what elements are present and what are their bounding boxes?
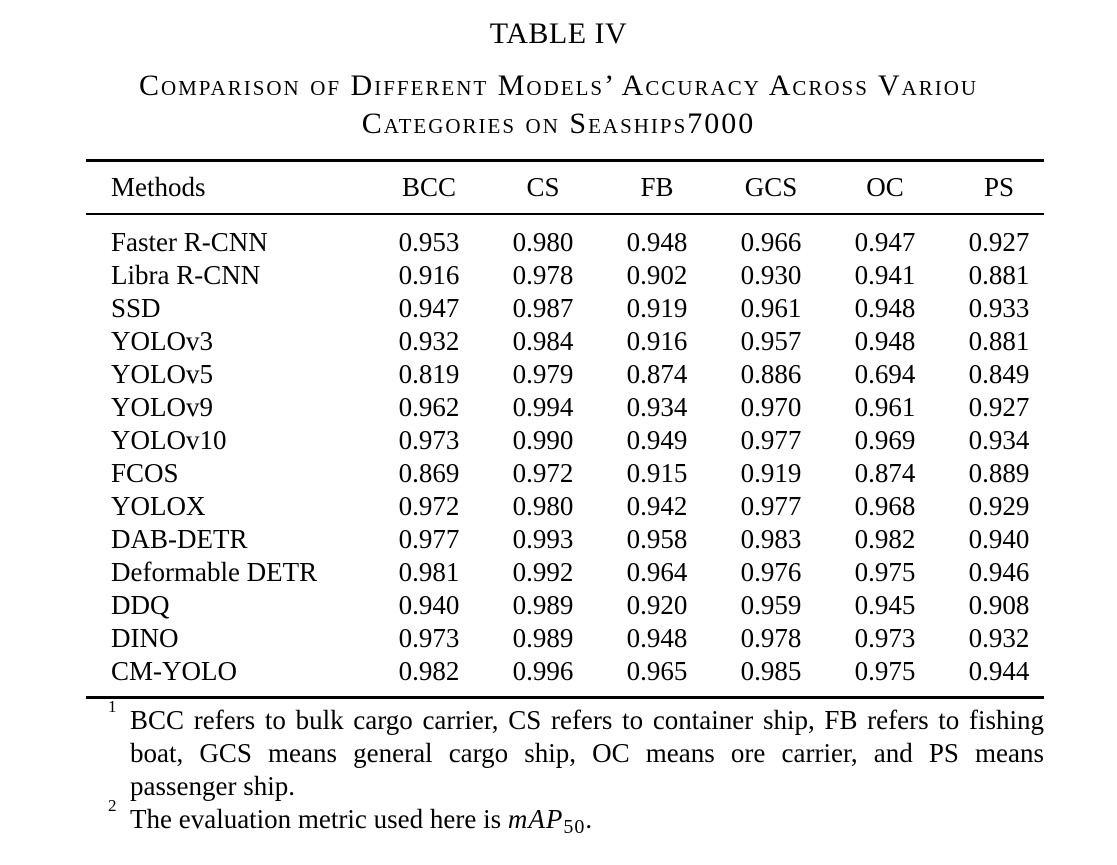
table-row (86, 655, 1056, 688)
value-cs: 0.993 (512, 524, 574, 554)
header-oc: OC (866, 172, 904, 202)
value-bcc: 0.981 (398, 557, 460, 587)
top-rule (86, 159, 1044, 162)
value-oc: 0.961 (854, 392, 916, 422)
value-oc: 0.694 (854, 359, 916, 389)
value-gcs: 0.886 (740, 359, 802, 389)
value-gcs: 0.970 (740, 392, 802, 422)
value-cs: 0.972 (512, 458, 574, 488)
header-gcs: GCS (744, 172, 798, 202)
value-gcs: 0.977 (740, 425, 802, 455)
footnote-text: The evaluation metric used here is (130, 804, 508, 834)
value-cs: 0.978 (512, 260, 574, 290)
value-bcc: 0.973 (398, 623, 460, 653)
method-name: Deformable DETR (111, 557, 318, 587)
table-row (86, 259, 1056, 292)
table-row (86, 490, 1056, 523)
value-cs: 0.989 (512, 623, 574, 653)
header-ps: PS (983, 172, 1015, 202)
value-bcc: 0.973 (398, 425, 460, 455)
table-row (86, 457, 1056, 490)
value-fb: 0.916 (626, 326, 688, 356)
value-fb: 0.948 (626, 623, 688, 653)
footnote-2 (108, 796, 1044, 838)
value-gcs: 0.930 (740, 260, 802, 290)
value-ps: 0.933 (968, 293, 1030, 323)
value-oc: 0.968 (854, 491, 916, 521)
value-bcc: 0.869 (398, 458, 460, 488)
value-oc: 0.973 (854, 623, 916, 653)
footnote-marker: 1 (108, 697, 117, 716)
value-ps: 0.889 (968, 458, 1030, 488)
value-fb: 0.949 (626, 425, 688, 455)
value-oc: 0.982 (854, 524, 916, 554)
value-cs: 0.980 (512, 491, 574, 521)
value-fb: 0.919 (626, 293, 688, 323)
value-gcs: 0.978 (740, 623, 802, 653)
value-ps: 0.940 (968, 524, 1030, 554)
value-bcc: 0.977 (398, 524, 460, 554)
footnote-text: BCC refers to bulk cargo carrier, CS refers to container ship, FB refers to fishing boat, GCS means general cargo ship, OC means ore carrier, and PS means passenger ship. (130, 705, 1044, 801)
value-oc: 0.948 (854, 293, 916, 323)
footnote-text-end: . (585, 804, 593, 834)
value-cs: 0.994 (512, 392, 574, 422)
value-oc: 0.948 (854, 326, 916, 356)
value-bcc: 0.940 (398, 590, 460, 620)
value-ps: 0.881 (968, 260, 1030, 290)
value-fb: 0.965 (626, 656, 688, 686)
header-methods: Methods (111, 172, 206, 202)
method-name: SSD (111, 293, 161, 323)
table-row (86, 622, 1056, 655)
table-row (86, 556, 1056, 589)
value-bcc: 0.916 (398, 260, 460, 290)
results-table-body (86, 226, 1056, 688)
header-rule (86, 213, 1044, 215)
value-fb: 0.964 (626, 557, 688, 587)
method-name: YOLOv9 (111, 392, 213, 422)
value-oc: 0.941 (854, 260, 916, 290)
value-fb: 0.874 (626, 359, 688, 389)
metric-symbol (507, 804, 586, 838)
value-fb: 0.915 (626, 458, 688, 488)
header-fb: FB (640, 172, 674, 202)
value-fb: 0.942 (626, 491, 688, 521)
value-gcs: 0.977 (740, 491, 802, 521)
metric-subscript: 50 (563, 816, 586, 838)
bottom-rule (86, 696, 1044, 699)
table-caption-line-1: Comparison of Different Models’ Accuracy Across Variou (138, 69, 979, 102)
value-cs: 0.992 (512, 557, 574, 587)
value-ps: 0.944 (968, 656, 1030, 686)
value-cs: 0.987 (512, 293, 574, 323)
footnote-1 (108, 697, 1044, 803)
value-oc: 0.975 (854, 656, 916, 686)
method-name: FCOS (111, 458, 179, 488)
header-bcc: BCC (401, 172, 457, 202)
value-gcs: 0.983 (740, 524, 802, 554)
value-cs: 0.979 (512, 359, 574, 389)
table-row (86, 358, 1056, 391)
table-row (86, 292, 1056, 325)
footnote-marker: 2 (108, 796, 117, 815)
value-ps: 0.927 (968, 392, 1030, 422)
value-ps: 0.929 (968, 491, 1030, 521)
value-ps: 0.932 (968, 623, 1030, 653)
table-footnotes (108, 697, 1044, 838)
value-oc: 0.874 (854, 458, 916, 488)
value-fb: 0.948 (626, 227, 688, 257)
value-cs: 0.996 (512, 656, 574, 686)
header-cs: CS (526, 172, 560, 202)
value-bcc: 0.972 (398, 491, 460, 521)
method-name: DDQ (111, 590, 170, 620)
table-row (86, 391, 1056, 424)
value-ps: 0.908 (968, 590, 1030, 620)
value-fb: 0.958 (626, 524, 688, 554)
method-name: Faster R-CNN (111, 227, 268, 257)
table-row (86, 589, 1056, 622)
value-cs: 0.990 (512, 425, 574, 455)
method-name: YOLOv5 (111, 359, 213, 389)
value-cs: 0.984 (512, 326, 574, 356)
method-name: YOLOX (111, 491, 206, 521)
value-gcs: 0.959 (740, 590, 802, 620)
value-gcs: 0.976 (740, 557, 802, 587)
results-table-header (86, 168, 1056, 206)
value-bcc: 0.947 (398, 293, 460, 323)
metric-name: mAP (507, 804, 564, 834)
value-oc: 0.975 (854, 557, 916, 587)
method-name: DAB-DETR (111, 524, 248, 554)
value-ps: 0.946 (968, 557, 1030, 587)
value-ps: 0.927 (968, 227, 1030, 257)
value-bcc: 0.982 (398, 656, 460, 686)
method-name: YOLOv10 (111, 425, 227, 455)
header-row (86, 168, 1056, 206)
value-ps: 0.881 (968, 326, 1030, 356)
value-gcs: 0.985 (740, 656, 802, 686)
value-bcc: 0.962 (398, 392, 460, 422)
table-caption-line-2: Categories on Seaships7000 (361, 107, 756, 140)
value-fb: 0.934 (626, 392, 688, 422)
value-oc: 0.947 (854, 227, 916, 257)
value-bcc: 0.953 (398, 227, 460, 257)
table-row (86, 424, 1056, 457)
value-bcc: 0.819 (398, 359, 460, 389)
value-oc: 0.969 (854, 425, 916, 455)
table-row (86, 325, 1056, 358)
value-oc: 0.945 (854, 590, 916, 620)
value-cs: 0.989 (512, 590, 574, 620)
table-label: TABLE IV (489, 17, 628, 50)
value-cs: 0.980 (512, 227, 574, 257)
value-bcc: 0.932 (398, 326, 460, 356)
method-name: CM-YOLO (111, 656, 237, 686)
method-name: Libra R-CNN (111, 260, 261, 290)
value-ps: 0.934 (968, 425, 1030, 455)
value-gcs: 0.919 (740, 458, 802, 488)
value-gcs: 0.961 (740, 293, 802, 323)
value-fb: 0.920 (626, 590, 688, 620)
value-ps: 0.849 (968, 359, 1030, 389)
value-gcs: 0.957 (740, 326, 802, 356)
method-name: YOLOv3 (111, 326, 213, 356)
table-row (86, 226, 1056, 259)
value-gcs: 0.966 (740, 227, 802, 257)
table-row (86, 523, 1056, 556)
value-fb: 0.902 (626, 260, 688, 290)
method-name: DINO (111, 623, 179, 653)
